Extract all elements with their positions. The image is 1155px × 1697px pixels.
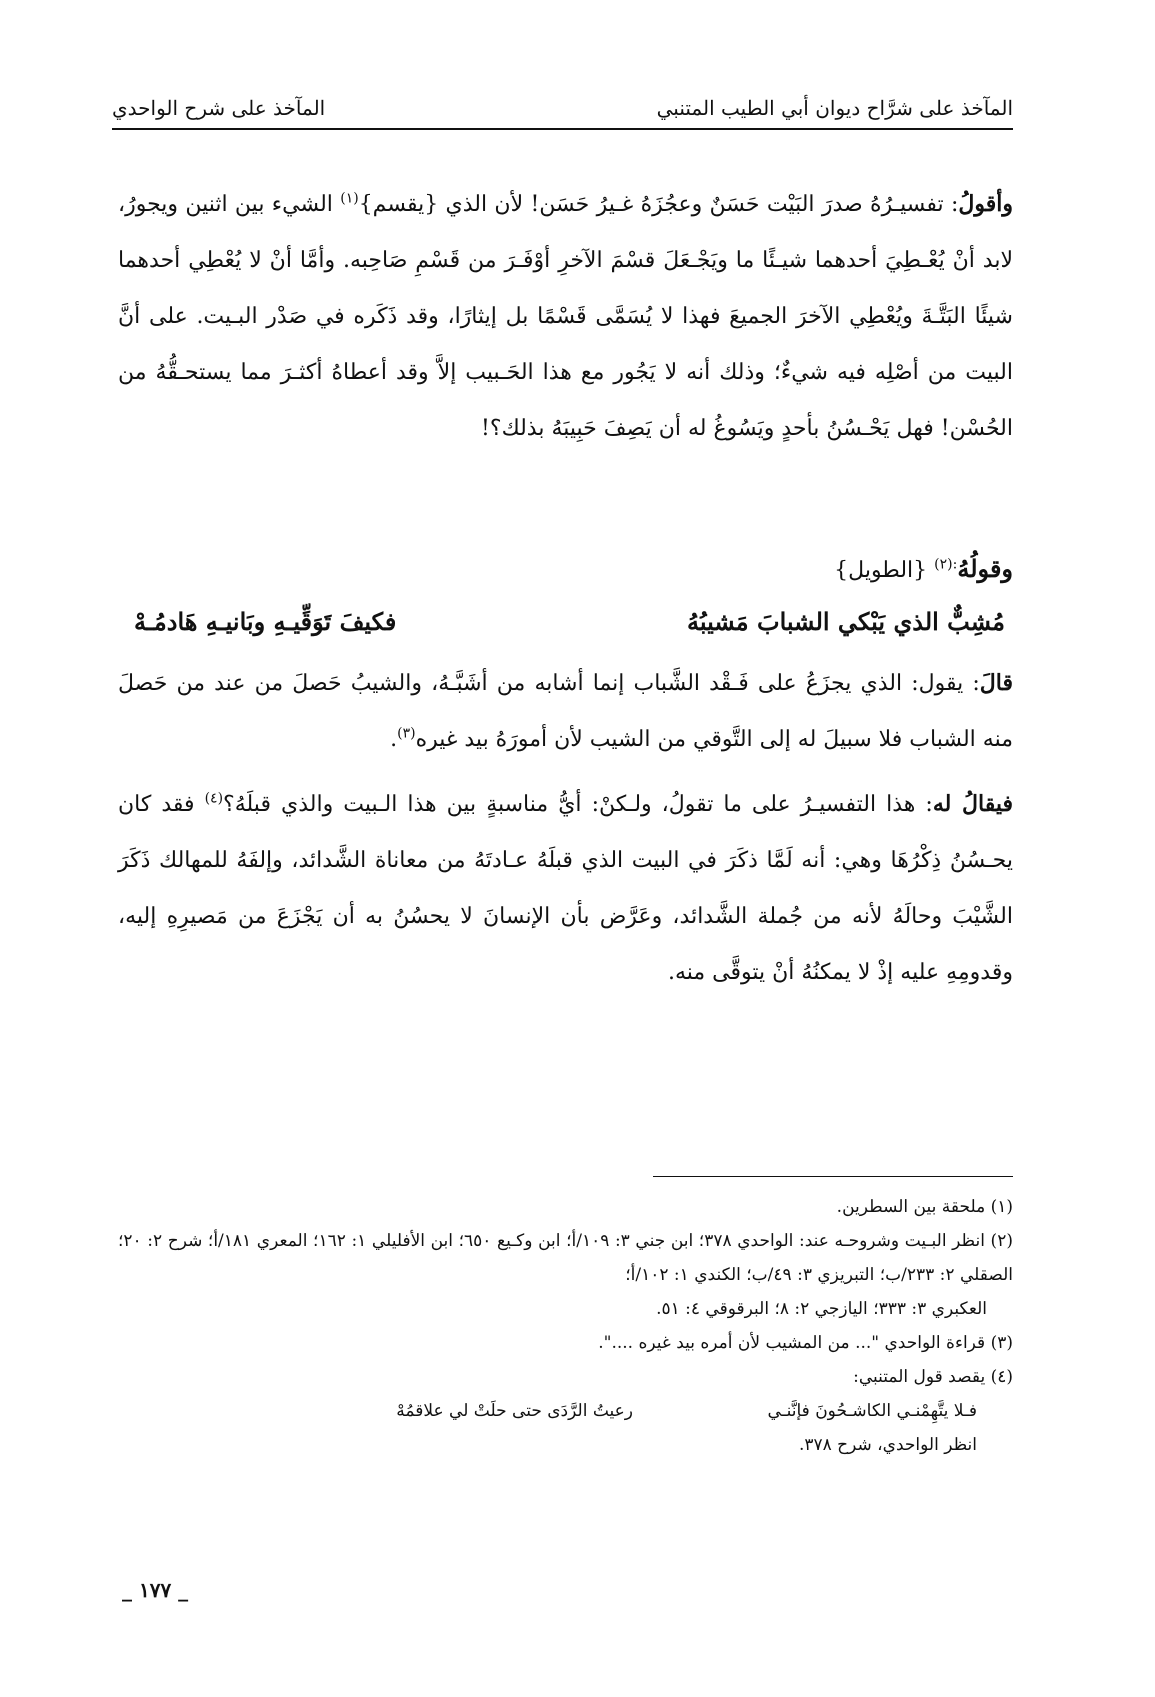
paragraph-lead: فيقالُ له <box>932 791 1013 817</box>
footnote-ref: (١) <box>340 190 359 207</box>
page-number: _ ١٧٧ _ <box>122 1578 189 1602</box>
paragraph-text: : تفسيـرُهُ صدرَ البَيْت حَسَنٌ وعجُزَهُ غـيرُ حَسَن! لأن الذي {يقسم} <box>358 192 959 217</box>
footnote-divider <box>653 1176 1013 1177</box>
footnote-1: (١) ملحقة بين السطرين. <box>836 1197 1013 1217</box>
footnote-2: (٢) انظر البـيت وشروحـه عند: الواحدي ٣٧٨؛ ابن جني ٣: ١٠٩/أ؛ ابن وكـيع ٦٥٠؛ ابن الأفليلي ١: ١٦٢؛ المعري ١٨١/أ؛ شرح ٢: ٢٠؛ الصقلي ٢: ٢٣٣/ب؛ التبريزي ٣: ٤٩/ب؛ الكندي ١: ١٠٢/أ؛ <box>118 1231 1013 1285</box>
header-book-title: المآخذ على شرَّاح ديوان أبي الطيب المتنبي <box>656 96 1013 120</box>
footnote-verse-first-hemistich: فـلا يتَّهِمْنـي الكاشـحُونَ فإنَّنـي <box>767 1401 977 1421</box>
footnote-3: (٣) قراءة الواحدي "... من المشيب لأن أمره بيد غيره ....". <box>598 1333 1013 1353</box>
footnote-ref: (٤) <box>204 790 224 807</box>
paragraph-3 <box>118 776 1013 1001</box>
paragraph-text: الشيء بين اثنين ويجورُ، لابد أنْ يُعْـطِيَ أحدهما شيـئًا ما ويَجْـعَلَ قسْمَ الآخرِ أوْفَـرَ من قَسْمِ صَاحِبه. وأمَّا أنْ لا يُعْطِي أحدهما شيئًا البَتَّـةَ ويُعْطِي الآخرَ الجميعَ فهذا لا يُسَمَّى قَسْمًا بل إيثارًا، وقد ذَكَره في صَدْر البـيت. على أنَّ البيت من أصْلِه فيه شيءٌ؛ وذلك أنه لا يَجُور مع هذا الحَـبيب إلاَّ وقد أعطاهُ أكثـرَ مما يستحـقُّهُ من الحُسْن! فهل يَحْـسُنُ بأحدٍ ويَسُوغُ له أن يَصِفَ حَبِيبَهُ بذلك؟! <box>118 192 1013 441</box>
verse-lead: وقولُهُ <box>957 554 1013 583</box>
verse-intro <box>118 541 1013 599</box>
paragraph-lead: وأقولُ <box>958 191 1014 217</box>
header-section-title: المآخذ على شرح الواحدي <box>112 96 326 120</box>
paragraph-text: : يقول: الذي يجزَعُ على فَـقْد الشَّباب إنما أشابه من أشَبَّـهُ، والشيبُ حَصلَ من عند من حَصلَ منه الشباب فلا سبيلَ له إلى التَّوقي من الشيب لأن أمورَهُ بيد غيره <box>118 671 1013 752</box>
paragraph-text: . <box>390 727 398 752</box>
paragraph-text: : هذا التفسيـرُ على ما تقولُ، ولـكنْ: أيُّ مناسبةٍ بين هذا الـبيت والذي قبلَهُ؟ <box>223 792 933 817</box>
verse-second-hemistich: فكيفَ تَوَقِّيـهِ وبَانيـهِ هَادمُـهْ <box>134 607 397 636</box>
running-header <box>112 88 1013 130</box>
footnote-4-source: انظر الواحدي، شرح ٣٧٨. <box>798 1435 977 1455</box>
main-text <box>118 176 1013 1001</box>
footnote-2-continued: العكبري ٣: ٣٣٣؛ اليازجي ٢: ٨؛ البرقوقي ٤: ٥١. <box>656 1299 987 1319</box>
footnote-verse-second-hemistich: رعيتُ الرَّدَى حتى حلَتْ لي علاقمُهْ <box>396 1401 633 1421</box>
paragraph-1 <box>118 176 1013 457</box>
poem-verse <box>118 599 1013 655</box>
paragraph-lead: قالَ <box>979 670 1013 696</box>
footnote-4: (٤) يقصد قول المتنبي: <box>853 1367 1013 1387</box>
footnotes <box>118 1190 1013 1462</box>
paragraph-text: فقد كان يحـسُنُ ذِكْرُهَا وهي: أنه لَمَّا ذكَرَ في البيت الذي قبلَهُ عـادتَهُ من معاناة الشَّدائد، وإلفَهُ للمهالك ذَكَرَ الشَّيْبَ وحالَهُ لأنه من جُملة الشَّدائد، وعَرَّض بأن الإنسانَ لا يحسُنُ به أن يَجْزَعَ من مَصيرِهِ إليه، وقدومِهِ عليه إذْ لا يمكنُهُ أنْ يتوقَّى منه. <box>118 792 1013 985</box>
footnote-4-verse <box>118 1394 1013 1428</box>
footnote-ref: (٣) <box>397 725 416 742</box>
footnote-ref: :(٢) <box>934 556 958 573</box>
verse-meter: {الطويل} <box>834 558 928 583</box>
verse-first-hemistich: مُشِبٌّ الذي يَبْكي الشبابَ مَشيبُهُ <box>687 607 1005 636</box>
paragraph-2 <box>118 655 1013 768</box>
